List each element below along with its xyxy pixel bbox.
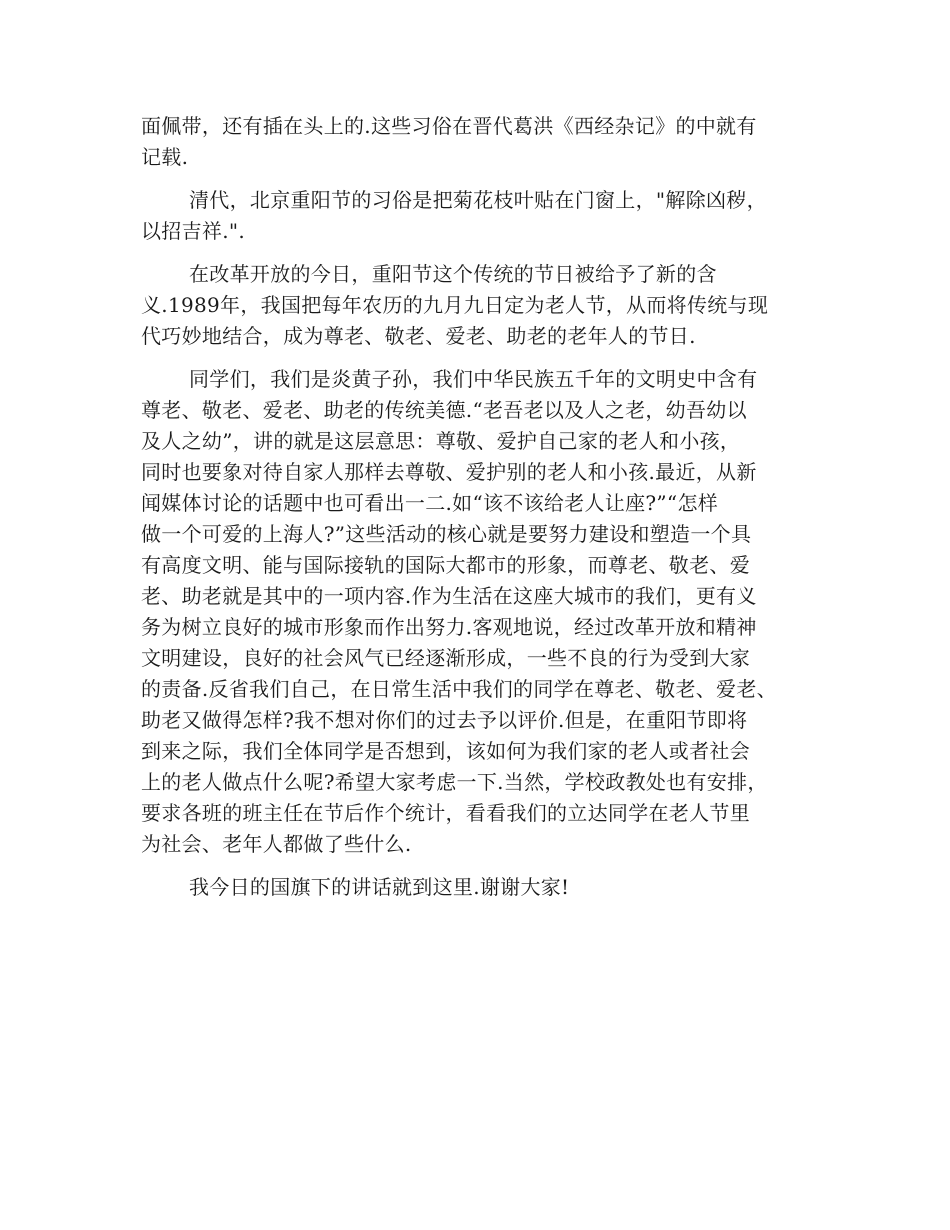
paragraph-line: 以招吉祥.". — [141, 219, 246, 243]
paragraph-line: 的责备.反省我们自己，在日常生活中我们的同学在尊老、敬老、爱老、 — [141, 677, 777, 701]
paragraph-line: 上的老人做点什么呢?希望大家考虑一下.当然，学校政教处也有安排， — [141, 770, 768, 794]
paragraph-line: 务为树立良好的城市形象而作出努力.客观地说，经过改革开放和精神 — [141, 615, 757, 639]
paragraph-line: 尊老、敬老、爱老、助老的传统美德.“老吾老以及人之老，幼吾幼以 — [141, 398, 747, 422]
paragraph-line: 面佩带，还有插在头上的.这些习俗在晋代葛洪《西经杂记》的中就有 — [141, 114, 757, 138]
paragraph-line: 同学们，我们是炎黄子孙，我们中华民族五千年的文明史中含有 — [189, 367, 758, 391]
paragraph-line: 及人之幼”，讲的就是这层意思：尊敬、爱护自己家的老人和小孩， — [141, 429, 741, 453]
paragraph-line: 代巧妙地结合，成为尊老、敬老、爱老、助老的老年人的节日. — [141, 324, 696, 348]
paragraph-line: 闻媒体讨论的话题中也可看出一二.如“该不该给老人让座?”“怎样 — [141, 491, 719, 515]
paragraph-line: 在改革开放的今日，重阳节这个传统的节日被给予了新的含 — [189, 262, 717, 286]
paragraph-line: 有高度文明、能与国际接轨的国际大都市的形象，而尊老、敬老、爱 — [141, 553, 750, 577]
paragraph-line: 文明建设，良好的社会风气已经逐渐形成，一些不良的行为受到大家 — [141, 646, 750, 670]
paragraph-line: 同时也要象对待自家人那样去尊敬、爱护别的老人和小孩.最近，从新 — [141, 460, 757, 484]
paragraph-line: 清代，北京重阳节的习俗是把菊花枝叶贴在门窗上，"解除凶秽， — [189, 188, 767, 212]
paragraph-line: 记载. — [141, 145, 189, 169]
paragraph-line: 我今日的国旗下的讲话就到这里.谢谢大家! — [189, 875, 570, 899]
paragraph-line: 为社会、老年人都做了些什么. — [141, 832, 412, 856]
paragraph-line: 到来之际，我们全体同学是否想到，该如何为我们家的老人或者社会 — [141, 739, 750, 763]
paragraph-line: 老、助老就是其中的一项内容.作为生活在这座大城市的我们，更有义 — [141, 584, 757, 608]
paragraph-line: 做一个可爱的上海人?”这些活动的核心就是要努力建设和塑造一个具 — [141, 522, 752, 546]
paragraph-line: 助老又做得怎样?我不想对你们的过去予以评价.但是，在重阳节即将 — [141, 708, 748, 732]
document-body — [141, 111, 821, 903]
paragraph-line: 要求各班的班主任在节后作个统计，看看我们的立达同学在老人节里 — [141, 801, 750, 825]
paragraph-line: 义.1989年，我国把每年农历的九月九日定为老人节，从而将传统与现 — [141, 293, 769, 317]
